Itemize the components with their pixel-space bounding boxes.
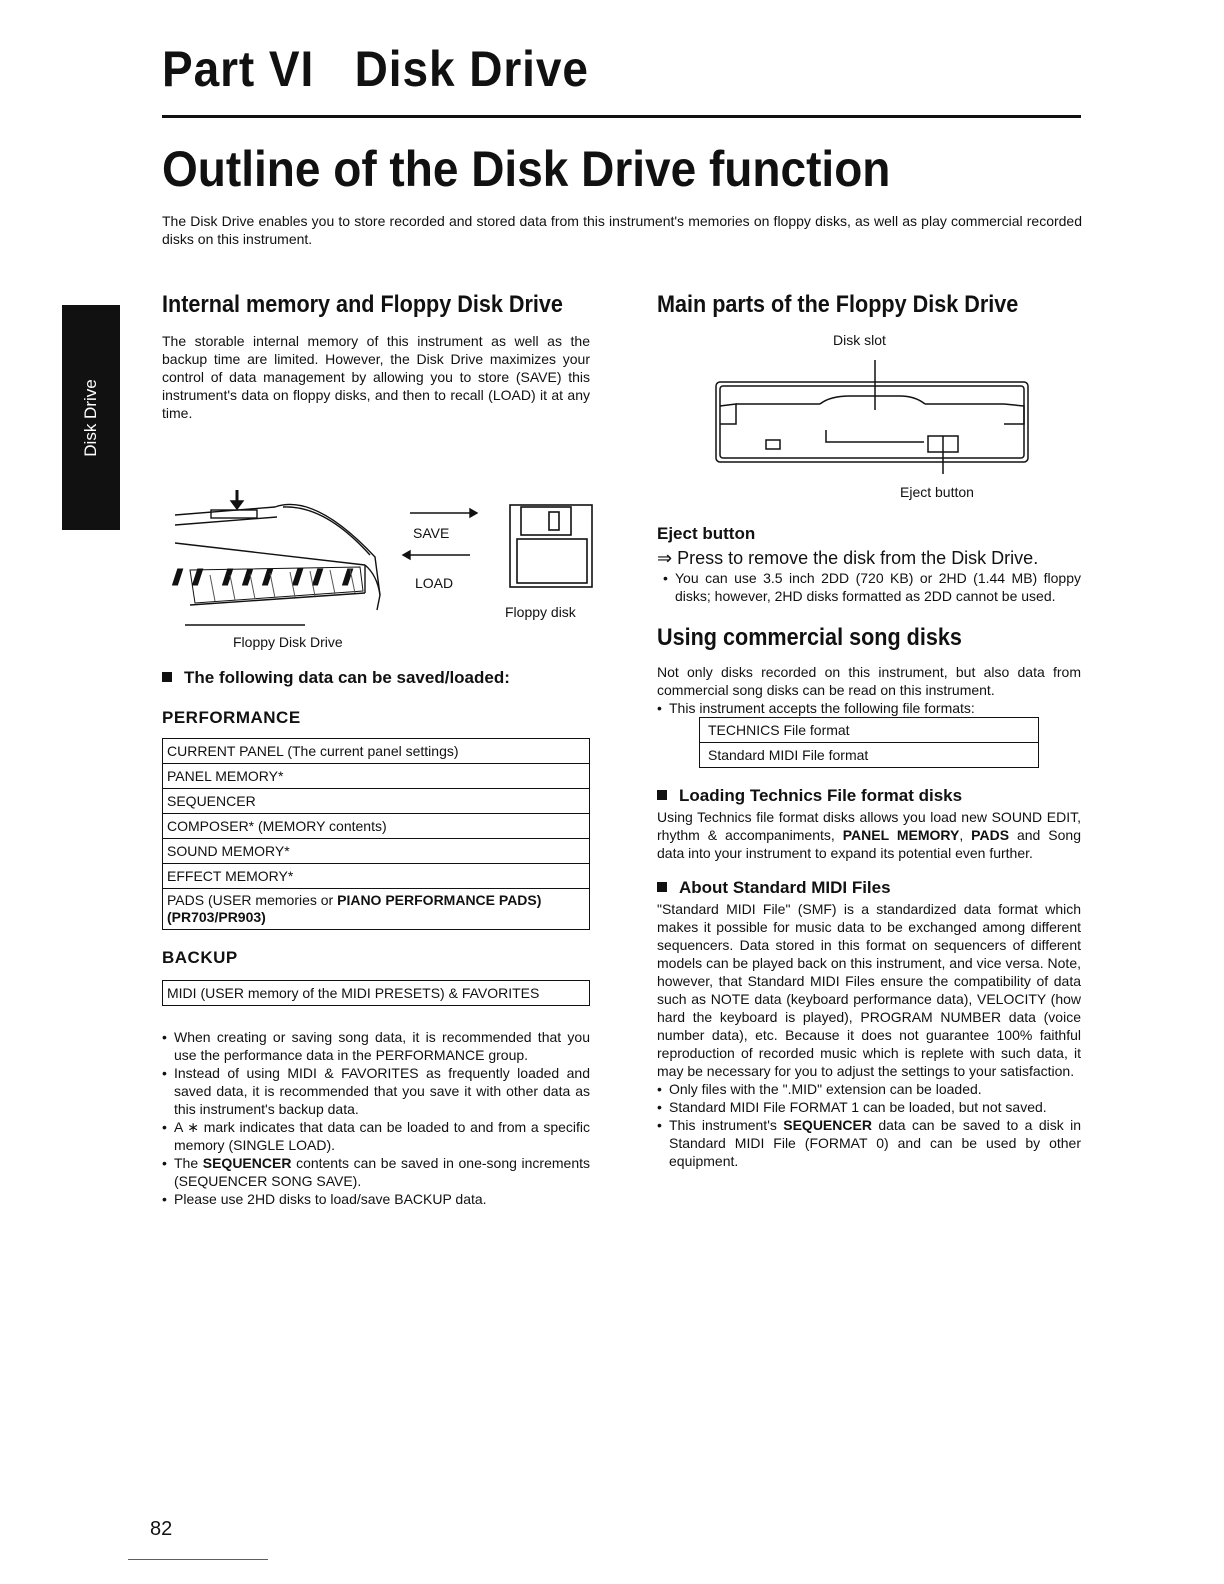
loading-post: and Song data into your instrument to expand its potential even further. bbox=[657, 827, 1081, 861]
formats-intro-list bbox=[657, 699, 1081, 717]
table-cell-pads bbox=[163, 889, 590, 930]
load-label: LOAD bbox=[415, 575, 454, 591]
smf-heading-text: About Standard MIDI Files bbox=[679, 878, 891, 897]
part-title bbox=[162, 40, 589, 98]
saved-loaded-heading-text: The following data can be saved/loaded: bbox=[184, 668, 510, 687]
part-name: Disk Drive bbox=[354, 41, 589, 97]
loading-heading-text: Loading Technics File format disks bbox=[679, 786, 963, 805]
table-cell: COMPOSER* (MEMORY contents) bbox=[163, 814, 590, 839]
eject-button-label: Eject button bbox=[900, 484, 974, 500]
smf-seq-pre: This instrument's bbox=[669, 1117, 784, 1133]
list-item: • When creating or saving song data, it is recommended that you use the performance data in the PERFORMANCE group. bbox=[162, 1028, 590, 1064]
table-row bbox=[163, 864, 590, 889]
list-item: • Only files with the ".MID" extension can be loaded. bbox=[657, 1080, 1081, 1098]
table-cell: Standard MIDI File format bbox=[700, 743, 1039, 768]
formats-table bbox=[699, 717, 1039, 768]
backup-table bbox=[162, 980, 590, 1006]
loading-bold-2: PADS bbox=[971, 827, 1010, 843]
floppy-disk-drive-label: Floppy Disk Drive bbox=[233, 634, 343, 650]
table-row bbox=[163, 839, 590, 864]
list-item: • A ∗ mark indicates that data can be loaded to and from a specific memory (SINGLE LOAD). bbox=[162, 1118, 590, 1154]
eject-instruction: ⇒ Press to remove the disk from the Disk Drive. bbox=[657, 548, 1039, 568]
smf-heading bbox=[657, 878, 1081, 898]
note-seq-pre: The bbox=[174, 1155, 203, 1171]
note-seq-bold: SEQUENCER bbox=[202, 1155, 292, 1171]
header-rule bbox=[162, 115, 1081, 118]
table-cell: CURRENT PANEL (The current panel settings) bbox=[163, 739, 590, 764]
floppy-disk-icon bbox=[510, 505, 592, 587]
loading-pre: Using Technics file format disks allows you load new SOUND EDIT, rhythm & accompaniments, bbox=[657, 809, 1081, 843]
part-label: Part VI bbox=[162, 41, 315, 97]
section-side-tab bbox=[62, 305, 120, 530]
bullet-square-icon bbox=[162, 672, 172, 682]
table-cell: PANEL MEMORY* bbox=[163, 764, 590, 789]
commercial-heading: Using commercial song disks bbox=[657, 624, 962, 651]
notes-list bbox=[162, 1028, 590, 1208]
bullet-square-icon bbox=[657, 790, 667, 800]
loading-paragraph bbox=[657, 808, 1081, 862]
table-row bbox=[163, 889, 590, 930]
table-row bbox=[163, 764, 590, 789]
list-item: • Instead of using MIDI & FAVORITES as frequently loaded and saved data, it is recommended that you save it with other data as this instrument's backup data. bbox=[162, 1064, 590, 1118]
table-cell: MIDI (USER memory of the MIDI PRESETS) & FAVORITES bbox=[163, 981, 590, 1006]
list-item: • You can use 3.5 inch 2DD (720 KB) or 2HD (1.44 MB) floppy disks; however, 2HD disks formatted as 2DD cannot be used. bbox=[663, 569, 1081, 605]
disk-drive-figure bbox=[700, 330, 1050, 505]
list-item bbox=[657, 1116, 1081, 1170]
saved-loaded-section bbox=[162, 668, 590, 1208]
smf-notes bbox=[657, 1080, 1081, 1170]
loading-bold-1: PANEL MEMORY bbox=[842, 827, 960, 843]
main-parts-heading: Main parts of the Floppy Disk Drive bbox=[657, 291, 1019, 318]
left-column bbox=[162, 290, 590, 422]
pads-prefix: PADS (USER memories or bbox=[167, 892, 338, 908]
backup-heading: BACKUP bbox=[162, 948, 238, 967]
smf-seq-bold: SEQUENCER bbox=[783, 1117, 872, 1133]
table-row bbox=[163, 739, 590, 764]
list-item bbox=[162, 1154, 590, 1190]
floppy-disk-label: Floppy disk bbox=[505, 604, 576, 620]
saved-loaded-heading bbox=[162, 668, 590, 688]
table-cell: SEQUENCER bbox=[163, 789, 590, 814]
side-tab-label: Disk Drive bbox=[81, 378, 100, 457]
performance-table bbox=[162, 738, 590, 930]
table-row bbox=[163, 789, 590, 814]
eject-section bbox=[657, 524, 1081, 1170]
pads-models: (PR703/PR903) bbox=[167, 909, 266, 925]
right-column bbox=[657, 290, 1081, 320]
page-number: 82 bbox=[150, 1518, 173, 1540]
list-item: • Standard MIDI File FORMAT 1 can be loaded, but not saved. bbox=[657, 1098, 1081, 1116]
table-cell: TECHNICS File format bbox=[700, 718, 1039, 743]
eject-heading: Eject button bbox=[657, 524, 756, 543]
table-row bbox=[700, 743, 1039, 768]
internal-memory-heading: Internal memory and Floppy Disk Drive bbox=[162, 291, 563, 318]
loading-mid: , bbox=[959, 827, 972, 843]
table-row bbox=[700, 718, 1039, 743]
eject-notes bbox=[663, 569, 1081, 605]
save-load-figure bbox=[165, 485, 595, 655]
intro-paragraph: The Disk Drive enables you to store recorded and stored data from this instrument's memories on floppy disks, as well as play commercial recorded disks on this instrument. bbox=[162, 213, 1082, 247]
loading-heading bbox=[657, 786, 1081, 806]
disk-drive-illustration bbox=[700, 352, 1050, 492]
commercial-paragraph: Not only disks recorded on this instrument, but also data from commercial song disks can be read on this instrument. bbox=[657, 664, 1081, 698]
bullet-square-icon bbox=[657, 882, 667, 892]
list-item: • This instrument accepts the following file formats: bbox=[657, 699, 1081, 717]
piano-keys bbox=[173, 567, 363, 603]
disk-slot-label: Disk slot bbox=[833, 332, 886, 348]
table-cell: SOUND MEMORY* bbox=[163, 839, 590, 864]
footer-rule bbox=[128, 1559, 268, 1560]
save-label: SAVE bbox=[413, 525, 450, 541]
internal-memory-paragraph: The storable internal memory of this instrument as well as the backup time are limited. However, the Disk Drive maximizes your control of data management by allowing you to store (SAVE) this instrument's data on floppy disks, and then to recall (LOAD) it at any time. bbox=[162, 333, 590, 421]
list-item: • Please use 2HD disks to load/save BACKUP data. bbox=[162, 1190, 590, 1208]
note-seq-post: contents can be saved in one-song increments (SEQUENCER SONG SAVE). bbox=[174, 1155, 590, 1189]
pads-bold: PIANO PERFORMANCE PADS) bbox=[337, 892, 542, 908]
table-row bbox=[163, 814, 590, 839]
performance-heading: PERFORMANCE bbox=[162, 708, 301, 727]
table-row bbox=[163, 981, 590, 1006]
page-title: Outline of the Disk Drive function bbox=[162, 141, 891, 197]
table-cell: EFFECT MEMORY* bbox=[163, 864, 590, 889]
smf-seq-post: data can be saved to a disk in Standard MIDI File (FORMAT 0) and can be used by other equipment. bbox=[669, 1117, 1081, 1169]
smf-paragraph: "Standard MIDI File" (SMF) is a standardized data format which makes it possible for music data to be exchanged among different sequencers. Data stored in this format on sequencers of different models can be played back on this instrument, and vice versa. Note, however, that Standard MIDI Files ensure the compatibility of data such as NOTE data (keyboard performance data), VELOCITY (how hard the keyboard is played), PROGRAM NUMBER data (voice number data), etc. Because it does not guarantee 100% faithful reproduction of recorded music which is replete with such data, it may be necessary for you to adjust the settings to your satisfaction. bbox=[657, 901, 1081, 1079]
